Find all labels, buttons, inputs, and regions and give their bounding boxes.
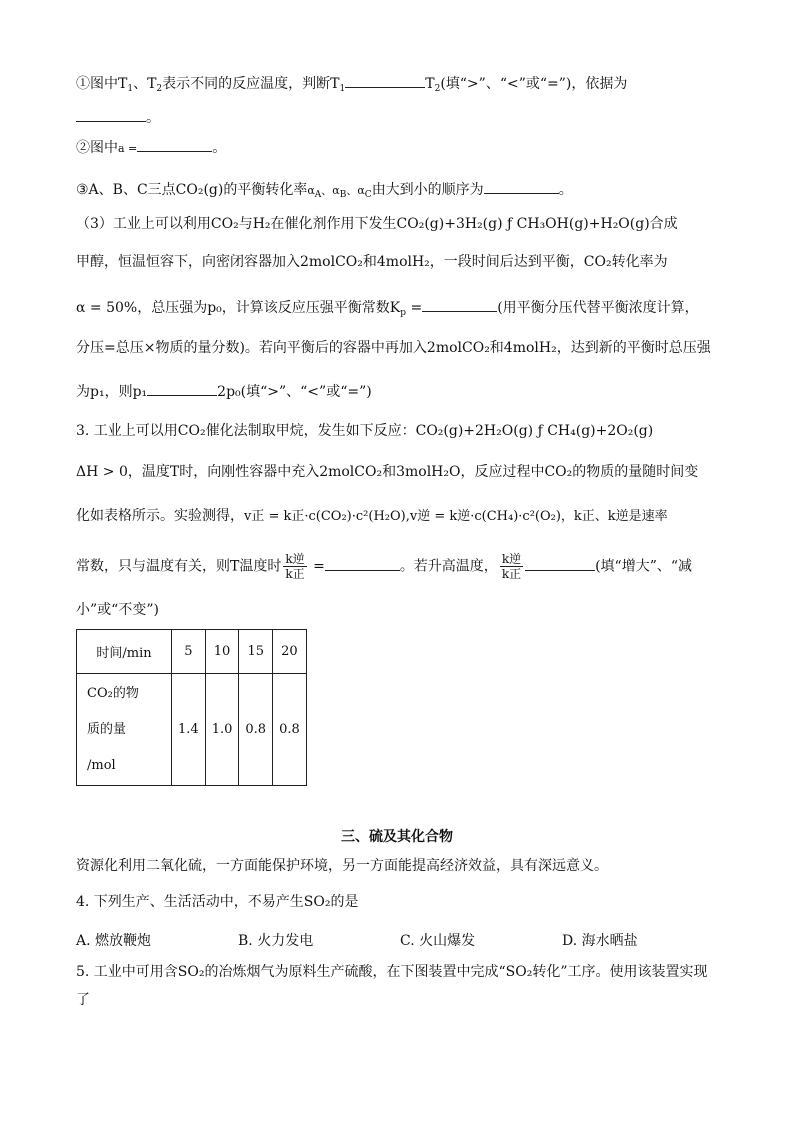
- part1-end: 。: [146, 110, 160, 126]
- q4-stem: 4. 下列生产、生活活动中，不易产生SO₂的是: [76, 894, 359, 910]
- table-header-cell: 时间/min: [77, 630, 172, 674]
- subquestion-3-line4: 分压=总压×物质的量分数)。若向平衡后的容器中再加入2molCO₂和4molH₂，达到新的平衡时总压强: [76, 340, 711, 356]
- subquestion-3-line2: 甲醇，恒温恒容下，向密闭容器加入2molCO₂和4molH₂，一段时间后达到平衡，CO₂转化率为: [76, 254, 668, 270]
- table-header-cell: 20: [273, 630, 307, 674]
- part2-var: a =: [118, 142, 138, 155]
- subquestion-3-line3: [76, 296, 699, 323]
- table-row: [77, 674, 307, 786]
- row-label-line: 质的量: [87, 721, 127, 737]
- t1-subscript: 1: [127, 84, 134, 94]
- kp-text: α = 50%，总压强为p₀，计算该反应压强平衡常数K: [76, 300, 401, 316]
- q5-line2: 了: [76, 992, 90, 1008]
- part2-end: 。: [212, 140, 227, 156]
- kp-subscript: p: [400, 308, 406, 318]
- table-row-label: [77, 674, 172, 786]
- q3-line3a: 化如表格所示。实验测得，: [76, 508, 244, 524]
- k-ratio-fraction-2: $\frac{\text{k逆}}{\text{k正}}$: [501, 552, 522, 581]
- answer-blank[interactable]: [137, 136, 212, 152]
- question-part-1-cont: [76, 106, 160, 128]
- q3-line4a: 常数，只与温度有关，则T温度时: [76, 558, 282, 575]
- subquestion-3-line5: [76, 380, 372, 402]
- table-header-cell: 10: [205, 630, 239, 674]
- row-label-line: /mol: [87, 757, 116, 773]
- q4-option-a[interactable]: A. 燃放鞭炮: [76, 933, 152, 949]
- question-part-2: [76, 136, 226, 159]
- part3-end: 。: [558, 182, 573, 198]
- t1b-subscript: 1: [339, 84, 346, 94]
- subquestion-3-line1: （3）工业上可以利用CO₂与H₂在催化剂作用下发生CO₂(g)+3H₂(g) ƒ CH₃OH(g)+H₂O(g)合成: [76, 216, 678, 232]
- q3-line3: [76, 506, 668, 527]
- q3-line1: 3. 工业上可以用CO₂催化法制取甲烷，发生如下反应：CO₂(g)+2H₂O(g) ƒ CH₄(g)+2O₂(g): [76, 423, 654, 439]
- t2b-subscript: 2: [434, 84, 441, 94]
- table-header-cell: 15: [239, 630, 273, 674]
- q3-line4: [76, 552, 692, 581]
- rate-equation: v正 = k正·c(CO₂)·c²(H₂O),v逆 = k逆·c(CH₄)·c²(O₂)，k正、k逆是速率: [244, 509, 668, 524]
- co2-amount-table: [76, 629, 307, 786]
- q3-equals: =: [308, 558, 325, 575]
- q5-line1: 5. 工业中可用含SO₂的冶炼烟气为原料生产硫酸，在下图装置中完成“SO₂转化”工序。使用该装置实现: [76, 964, 708, 980]
- part1-suffix: (填“>”、“<”或“=”)，依据为: [440, 76, 628, 92]
- kp-equals: =: [406, 300, 423, 316]
- answer-blank[interactable]: [525, 555, 595, 571]
- t1b-symbol: T: [330, 76, 340, 92]
- table-cell: 1.0: [205, 674, 239, 786]
- q3-line5: 小”或“不变”): [76, 602, 159, 618]
- answer-blank[interactable]: [422, 296, 497, 312]
- q4-option-c[interactable]: C. 火山爆发: [400, 933, 476, 949]
- table-row: [77, 630, 307, 674]
- part1-prefix: ①图中: [76, 76, 118, 92]
- answer-blank[interactable]: [147, 380, 217, 396]
- alpha-a: $\alpha_A$、$\alpha_B$、$\alpha_C$: [307, 184, 372, 200]
- section-intro: 资源化利用二氧化硫，一方面能保护环境，另一方面能提高经济效益，具有深远意义。: [76, 858, 608, 874]
- t2-subscript: 2: [156, 84, 163, 94]
- part1-text: 表示不同的反应温度，判断: [162, 76, 331, 92]
- q4-option-d[interactable]: D. 海水晒盐: [562, 933, 638, 949]
- q3-line4d: (填“增大”、“减: [595, 558, 693, 575]
- answer-blank[interactable]: [76, 106, 146, 122]
- table-header-cell: 5: [172, 630, 206, 674]
- t1-symbol: T: [118, 76, 128, 92]
- p1-text: 为p₁，则p₁: [76, 384, 148, 400]
- table-cell: 0.8: [273, 674, 307, 786]
- answer-blank[interactable]: [484, 178, 559, 194]
- answer-blank[interactable]: [325, 555, 400, 571]
- separator: 、: [133, 76, 148, 92]
- question-part-3: [76, 178, 573, 205]
- q3-line4c: 。若升高温度，: [399, 558, 498, 575]
- answer-blank[interactable]: [345, 72, 425, 88]
- row-label-line: CO₂的物: [87, 685, 139, 701]
- p1-compare: 2p₀(填“>”、“<”或“=”): [217, 384, 372, 400]
- section-title: 三、硫及其化合物: [341, 829, 453, 845]
- part3-prefix: ③A、B、C三点: [76, 182, 176, 198]
- table-cell: 1.4: [172, 674, 206, 786]
- k-ratio-fraction: $\frac{\text{k逆}}{\text{k正}}$: [285, 552, 305, 581]
- part3-text2: 由大到小的顺序为: [371, 182, 484, 198]
- q3-line2: ΔH > 0，温度T时，向刚性容器中充入2molCO₂和3molH₂O，反应过程中CO₂的物质的量随时间变: [76, 464, 699, 480]
- kp-note: (用平衡分压代替平衡浓度计算，: [497, 300, 699, 316]
- co2-species: CO₂(g): [175, 182, 224, 198]
- t2b-symbol: T: [425, 76, 435, 92]
- t2-symbol: T: [147, 76, 157, 92]
- table-cell: 0.8: [239, 674, 273, 786]
- question-part-1: [76, 72, 627, 99]
- q4-option-b[interactable]: B. 火力发电: [238, 933, 314, 949]
- part3-text: 的平衡转化率: [223, 182, 308, 198]
- part2-prefix: ②图中: [76, 140, 118, 156]
